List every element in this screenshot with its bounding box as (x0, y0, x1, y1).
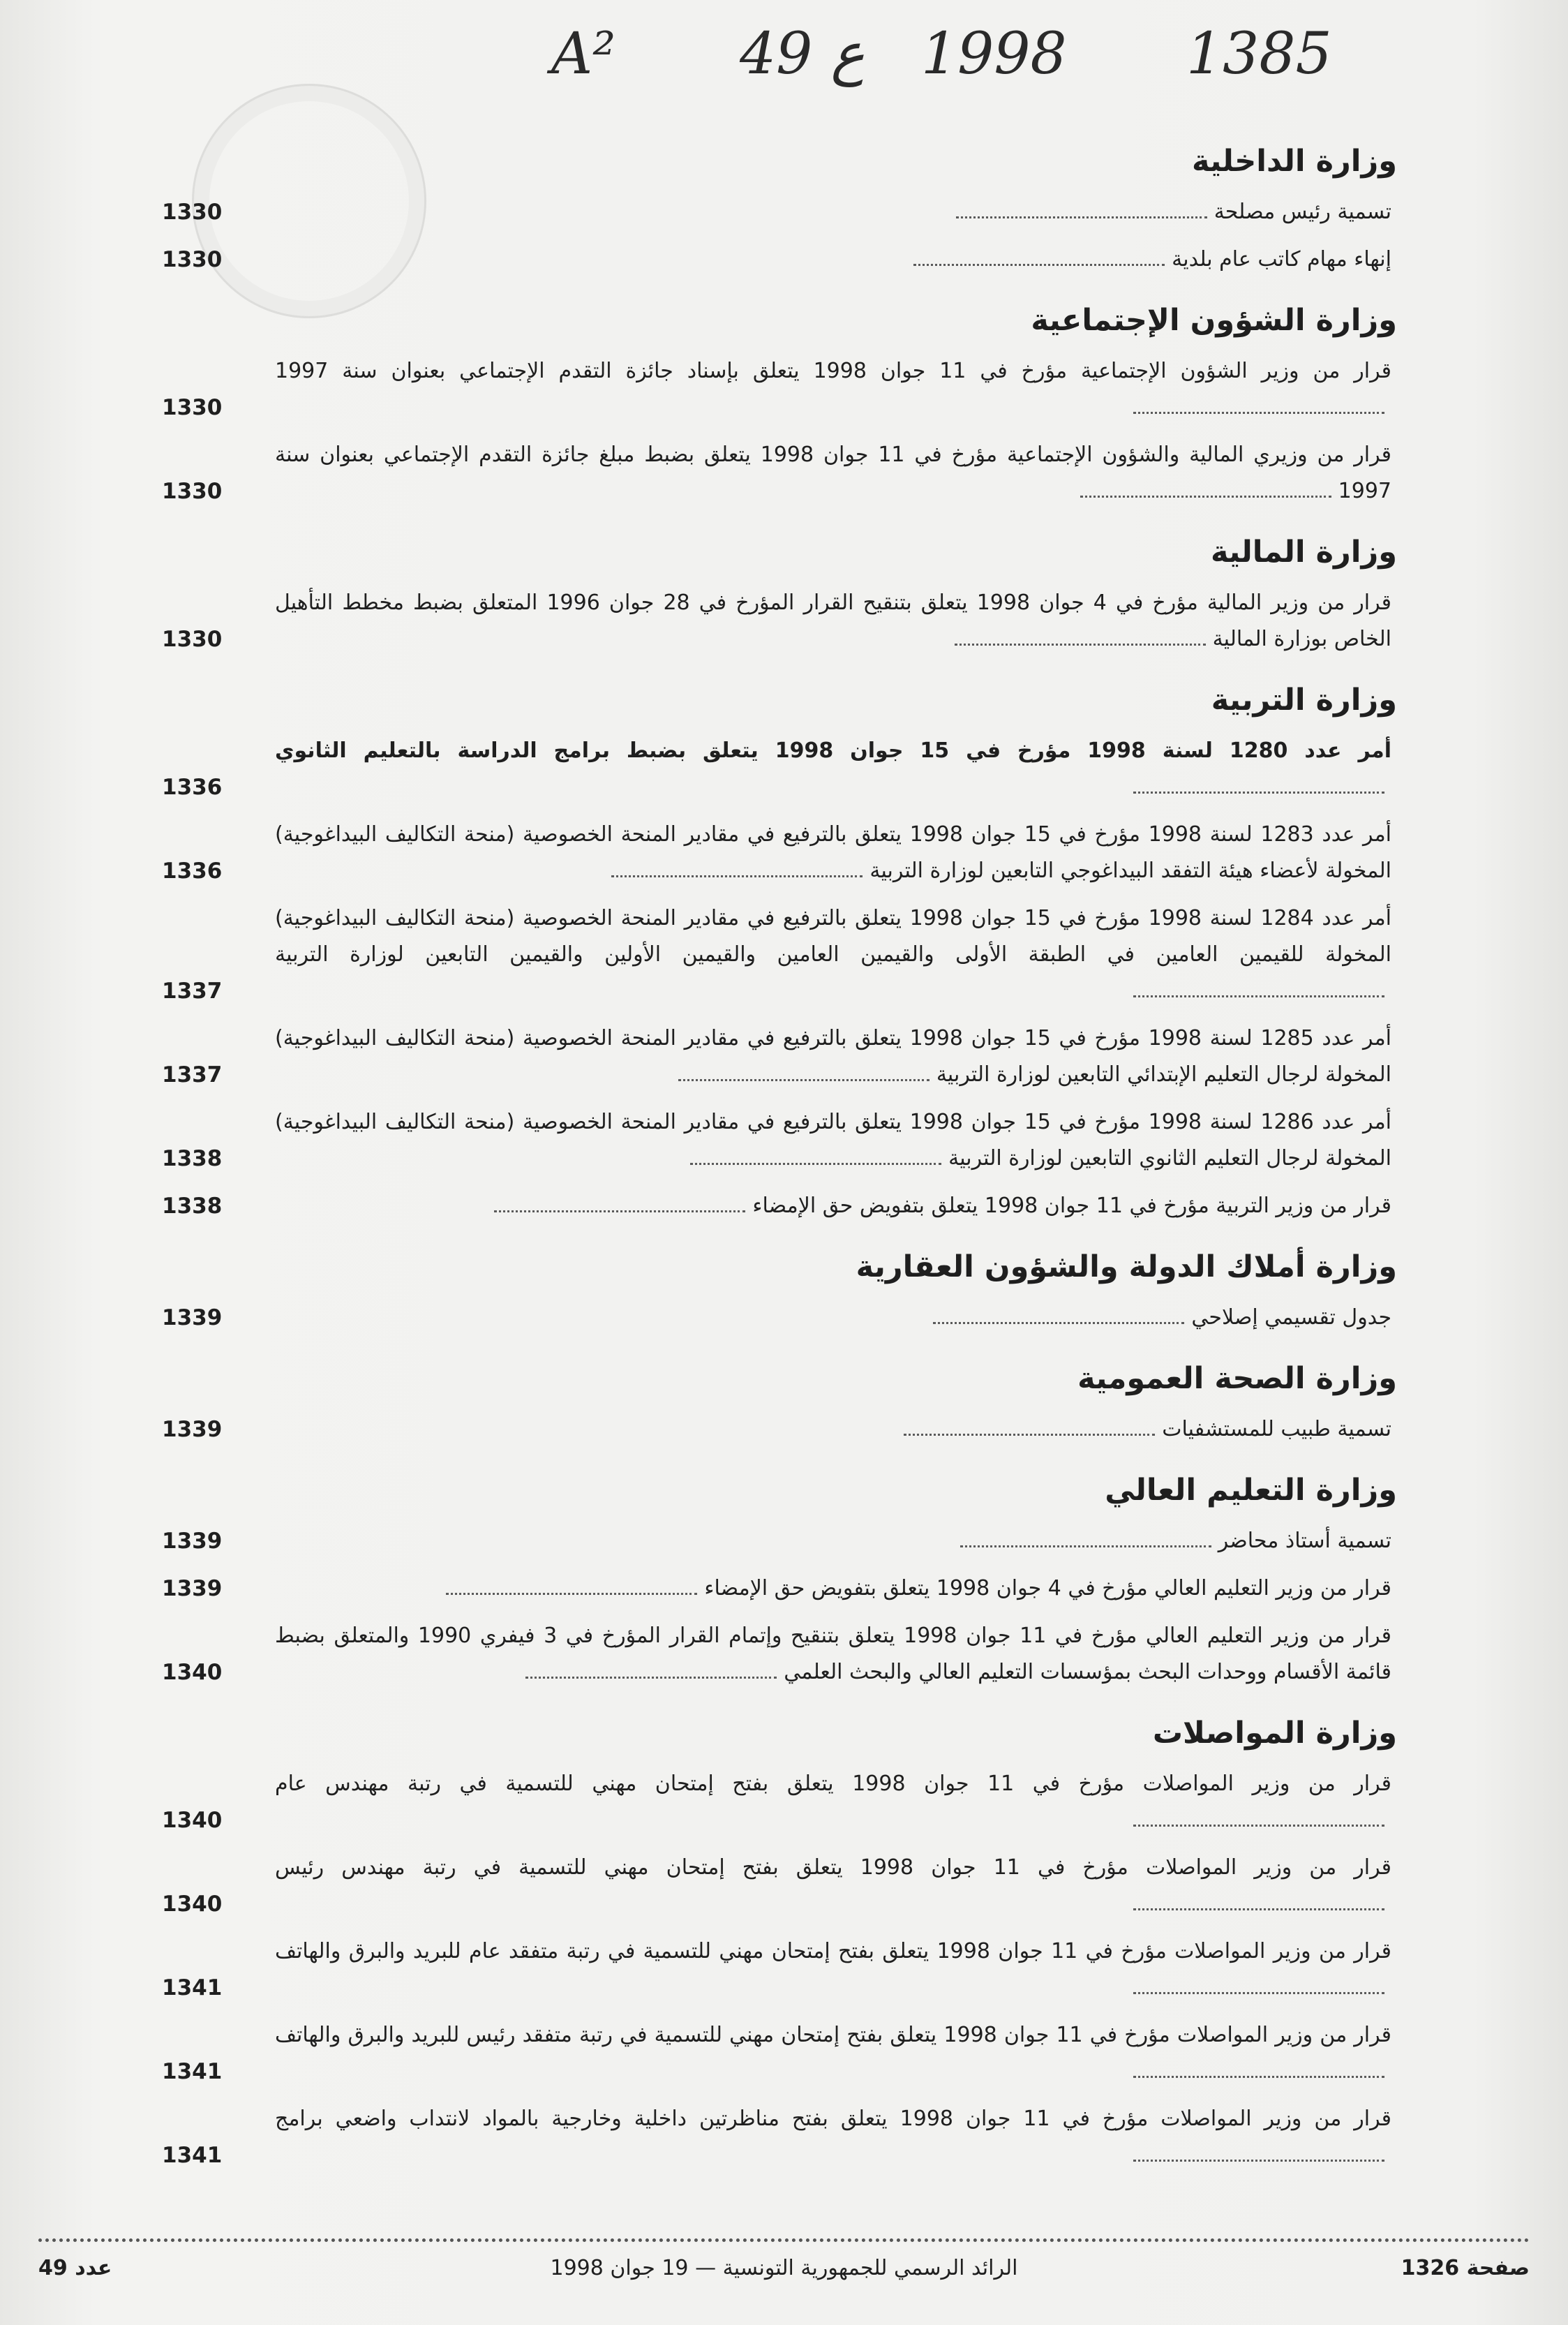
entry-title: أمر عدد 1285 لسنة 1998 مؤرخ في 15 جوان 1998 يتعلق بالترفيع في مقادير المنحة الخصوصية (منحة التكاليف البيداغوجية) المخولة لرجال التعليم الإبتدائي التابعين لوزارة التربية (275, 1026, 1391, 1087)
dot-leader (525, 1658, 777, 1679)
dot-leader (446, 1575, 697, 1595)
toc-section (162, 1469, 1397, 1691)
entry-title: قرار من وزير التعليم العالي مؤرخ في 4 جوان 1998 يتعلق بتفويض حق الإمضاء (704, 1576, 1391, 1600)
dot-leader (933, 1304, 1184, 1324)
entry-page-number: 1338 (162, 1146, 223, 1171)
section-title: وزارة الداخلية (1192, 144, 1397, 179)
dot-leader (1133, 1890, 1384, 1910)
page-footer (38, 2251, 1530, 2286)
entry-title: تسمية طبيب للمستشفيات (1162, 1417, 1391, 1441)
entry-text (267, 353, 1391, 426)
entry-page-number: 1339 (162, 1576, 223, 1601)
entry-page-number: 1339 (162, 1417, 223, 1442)
toc-entry (162, 1104, 1397, 1177)
toc-entry (162, 2101, 1397, 2174)
entry-page-number: 1337 (162, 1062, 223, 1087)
toc-entry (162, 1411, 1397, 1448)
handwritten-note-1: A² (551, 21, 616, 87)
toc-entry (162, 733, 1397, 805)
toc-entry (162, 1300, 1397, 1336)
dot-leader (1133, 2058, 1384, 2078)
entry-page-number: 1339 (162, 1529, 223, 1554)
entry-text (267, 1300, 1391, 1336)
entry-text (267, 2101, 1391, 2174)
entry-page-number: 1330 (162, 627, 223, 652)
entry-title: قرار من وزير المواصلات مؤرخ في 11 جوان 1998 يتعلق بفتح إمتحان مهني للتسمية في رتبة مهندس عام (275, 1771, 1392, 1796)
toc-entry (162, 437, 1397, 510)
dot-leader (678, 1061, 929, 1081)
section-title: وزارة الشؤون الإجتماعية (1031, 303, 1397, 338)
dot-leader (956, 198, 1207, 218)
dot-leader (690, 1145, 941, 1165)
dot-leader (1133, 1806, 1384, 1827)
toc-entry (162, 1766, 1397, 1839)
entry-title: قرار من وزير المواصلات مؤرخ في 11 جوان 1998 يتعلق بفتح مناظرتين داخلية وخارجية بالمواد لانتداب واضعي برامج (275, 2107, 1392, 2131)
toc-entry (162, 353, 1397, 426)
entry-text (267, 1411, 1391, 1448)
entry-page-number: 1340 (162, 1660, 223, 1685)
toc-entry (162, 1570, 1397, 1607)
toc-entry (162, 900, 1397, 1009)
section-title: وزارة التربية (1211, 683, 1397, 718)
entry-page-number: 1339 (162, 1305, 223, 1330)
handwritten-note-3: 1998 (921, 21, 1067, 87)
dot-leader (913, 246, 1165, 266)
toc-section (162, 299, 1397, 510)
entry-title: إنهاء مهام كاتب عام بلدية (1172, 247, 1391, 272)
section-title: وزارة أملاك الدولة والشؤون العقارية (856, 1249, 1397, 1284)
toc-entry (162, 242, 1397, 278)
section-title: وزارة المواصلات (1152, 1716, 1397, 1751)
entry-page-number: 1340 (162, 1808, 223, 1833)
toc-entry (162, 2017, 1397, 2090)
entry-title: قرار من وزير التربية مؤرخ في 11 جوان 1998 يتعلق بتفويض حق الإمضاء (752, 1194, 1391, 1218)
entry-title: قرار من وزير المواصلات مؤرخ في 11 جوان 1998 يتعلق بفتح إمتحان مهني للتسمية في رتبة متفقد عام للبريد والبرق والهاتف (275, 1939, 1391, 1963)
entry-page-number: 1336 (162, 775, 223, 800)
entry-title: أمر عدد 1284 لسنة 1998 مؤرخ في 15 جوان 1998 يتعلق بالترفيع في مقادير المنحة الخصوصية (منحة التكاليف البيداغوجية) المخولة للقيمين العامين في الطبقة الأولى والقيمين العامين والقيمين الأولين والقيمين التابعين لوزارة التربية (275, 906, 1391, 967)
entry-page-number: 1341 (162, 2059, 223, 2084)
toc-section (162, 1245, 1397, 1336)
toc-entry (162, 1933, 1397, 2006)
entry-text (267, 437, 1391, 510)
entry-page-number: 1338 (162, 1194, 223, 1219)
entry-title: جدول تقسيمي إصلاحي (1191, 1305, 1391, 1330)
entry-text (267, 1570, 1391, 1607)
entry-text (267, 585, 1391, 658)
toc-section (162, 1357, 1397, 1448)
entry-text (267, 1523, 1391, 1559)
entry-text (267, 1933, 1391, 2006)
toc-section (162, 530, 1397, 658)
toc-section (162, 678, 1397, 1224)
entry-text (267, 1766, 1391, 1839)
section-title: وزارة الصحة العمومية (1077, 1361, 1397, 1396)
dot-leader (904, 1416, 1155, 1436)
entry-page-number: 1340 (162, 1892, 223, 1917)
dot-leader (955, 625, 1206, 646)
toc-entry (162, 1523, 1397, 1559)
entry-text (267, 817, 1391, 889)
footer-divider (38, 2238, 1530, 2242)
dot-leader (1080, 477, 1331, 498)
footer-issue-number: عدد 49 (38, 2256, 112, 2280)
toc-entry (162, 585, 1397, 658)
entry-text (267, 1188, 1391, 1224)
dot-leader (960, 1527, 1211, 1547)
handwritten-note-4: 1385 (1186, 21, 1332, 87)
entry-text (267, 1850, 1391, 1922)
entry-text (267, 1104, 1391, 1177)
entry-title: قرار من وزير المواصلات مؤرخ في 11 جوان 1998 يتعلق بفتح إمتحان مهني للتسمية في رتبة متفقد رئيس للبريد والبرق والهاتف (275, 2023, 1392, 2047)
section-title: وزارة المالية (1211, 535, 1397, 570)
entry-title: قرار من وزير المالية مؤرخ في 4 جوان 1998 يتعلق بتنقيح القرار المؤرخ في 28 جوان 1996 المتعلق بضبط مخطط التأهيل الخاص بوزارة المالية (275, 590, 1392, 651)
entry-text (267, 733, 1391, 805)
dot-leader (1133, 977, 1384, 997)
entry-page-number: 1330 (162, 247, 223, 272)
toc-entry (162, 1020, 1397, 1093)
entry-text (267, 1618, 1391, 1691)
entry-title: أمر عدد 1286 لسنة 1998 مؤرخ في 15 جوان 1998 يتعلق بالترفيع في مقادير المنحة الخصوصية (منحة التكاليف البيداغوجية) المخولة لرجال التعليم الثانوي التابعين لوزارة التربية (275, 1110, 1391, 1171)
toc-entry (162, 817, 1397, 889)
entry-text (267, 1020, 1391, 1093)
dot-leader (1133, 1974, 1384, 1994)
toc-section (162, 1711, 1397, 2174)
dot-leader (1133, 2141, 1384, 2162)
entry-page-number: 1330 (162, 395, 223, 420)
entry-title: تسمية رئيس مصلحة (1214, 200, 1391, 224)
handwritten-annotation (530, 21, 1368, 105)
entry-page-number: 1341 (162, 2143, 223, 2168)
toc-entry (162, 1850, 1397, 1922)
entry-page-number: 1341 (162, 1975, 223, 2000)
entry-page-number: 1330 (162, 200, 223, 225)
dot-leader (1133, 773, 1384, 794)
entry-text (267, 194, 1391, 230)
dot-leader (1133, 394, 1384, 414)
entry-title: قرار من وزير التعليم العالي مؤرخ في 11 جوان 1998 يتعلق بتنقيح وإتمام القرار المؤرخ في 3 فيفري 1990 والمتعلق بضبط قائمة الأقسام ووحدات البحث بمؤسسات التعليم العالي والبحث العلمي (275, 1624, 1392, 1684)
entry-page-number: 1337 (162, 979, 223, 1004)
entry-text (267, 2017, 1391, 2090)
dot-leader (494, 1192, 745, 1212)
table-of-contents (162, 140, 1397, 2194)
entry-title: تسمية أستاذ محاضر (1218, 1529, 1391, 1553)
entry-title: قرار من وزير الشؤون الإجتماعية مؤرخ في 11 جوان 1998 يتعلق بإسناد جائزة التقدم الإجتماعي بعنوان سنة 1997 (275, 359, 1391, 383)
entry-title: قرار من وزيري المالية والشؤون الإجتماعية مؤرخ في 11 جوان 1998 يتعلق بضبط مبلغ جائزة التقدم الإجتماعي بعنوان سنة 1997 (275, 443, 1392, 503)
entry-text (267, 242, 1391, 278)
handwritten-note-2: 49 ع (740, 21, 865, 87)
footer-journal-title: الرائد الرسمي للجمهورية التونسية — 19 جوان 1998 (550, 2256, 1018, 2280)
dot-leader (611, 857, 863, 877)
section-title: وزارة التعليم العالي (1105, 1473, 1397, 1508)
entry-title: أمر عدد 1280 لسنة 1998 مؤرخ في 15 جوان 1998 يتعلق بضبط برامج الدراسة بالتعليم الثانوي (275, 738, 1391, 763)
entry-title: قرار من وزير المواصلات مؤرخ في 11 جوان 1998 يتعلق بفتح إمتحان مهني للتسمية في رتبة مهندس رئيس (275, 1855, 1392, 1880)
entry-page-number: 1330 (162, 479, 223, 504)
toc-section (162, 140, 1397, 278)
toc-entry (162, 1618, 1397, 1691)
entry-page-number: 1336 (162, 859, 223, 884)
toc-entry (162, 1188, 1397, 1224)
toc-entry (162, 194, 1397, 230)
entry-title: أمر عدد 1283 لسنة 1998 مؤرخ في 15 جوان 1998 يتعلق بالترفيع في مقادير المنحة الخصوصية (منحة التكاليف البيداغوجية) المخولة لأعضاء هيئة التفقد البيداغوجي التابعين لوزارة التربية (275, 822, 1391, 883)
footer-page-number: صفحة 1326 (1401, 2256, 1530, 2280)
entry-text (267, 900, 1391, 1009)
